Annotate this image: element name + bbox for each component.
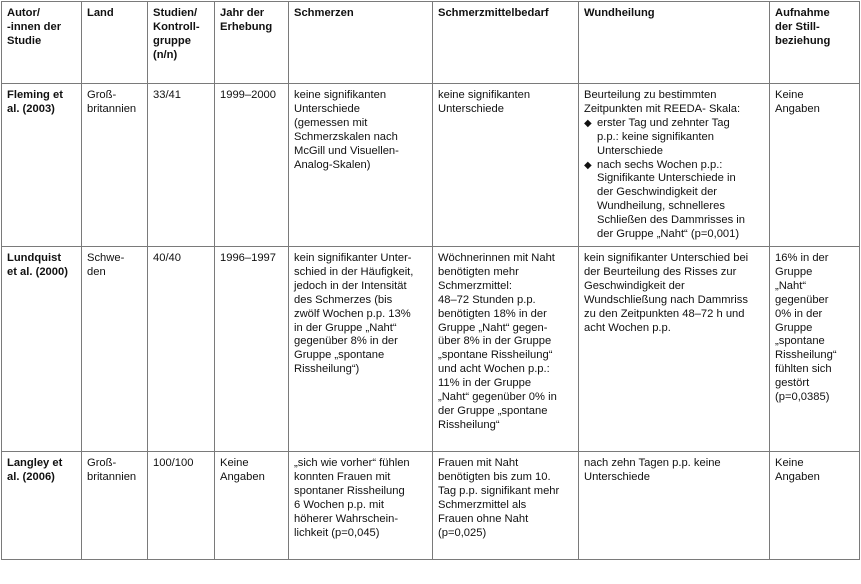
study-comparison-table [1, 1, 860, 560]
table-row [2, 451, 860, 559]
cell-breastfeeding: Keine Angaben [770, 84, 860, 247]
header-breastfeeding: Aufnahme der Still- beziehung [770, 2, 860, 84]
cell-breastfeeding: 16% in der Gruppe „Naht“ gegenüber 0% in der Gruppe „spontane Rissheilung“ fühlten sich gestört (p=0,0385) [770, 246, 860, 451]
cell-wound-healing: nach zehn Tagen p.p. keine Unterschiede [579, 451, 770, 559]
cell-author: Langley et al. (2006) [2, 451, 82, 559]
list-item [584, 117, 765, 159]
bullet-text: nach sechs Wochen p.p.: Signifikante Unterschiede in der Geschwindigkeit der Wundheilung, schnelleres Schließen des Dammrisses in der Gruppe „Naht“ (p=0,001) [597, 158, 745, 241]
cell-year: Keine Angaben [215, 451, 289, 559]
cell-country: Schwe- den [82, 246, 148, 451]
table-row [2, 84, 860, 247]
cell-groups: 100/100 [148, 451, 215, 559]
cell-country: Groß- britannien [82, 84, 148, 247]
header-row [2, 2, 860, 84]
wound-bullet-list [584, 117, 765, 242]
diamond-bullet-icon: ◆ [584, 117, 592, 129]
cell-wound-healing: kein signifikanter Unterschied bei der Beurteilung des Risses zur Geschwindigkeit der Wundschließung nach Dammriss zu den Zeitpunkten 48–72 h und acht Wochen p.p. [579, 246, 770, 451]
header-author: Autor/ -innen der Studie [2, 2, 82, 84]
cell-country: Groß- britannien [82, 451, 148, 559]
header-wound-healing: Wundheilung [579, 2, 770, 84]
cell-year: 1999–2000 [215, 84, 289, 247]
cell-groups: 40/40 [148, 246, 215, 451]
cell-wound-healing [579, 84, 770, 247]
header-country: Land [82, 2, 148, 84]
cell-author: Lundquist et al. (2000) [2, 246, 82, 451]
header-analgesics: Schmerzmittelbedarf [433, 2, 579, 84]
diamond-bullet-icon: ◆ [584, 159, 592, 171]
cell-groups: 33/41 [148, 84, 215, 247]
header-groups: Studien/ Kontroll- gruppe (n/n) [148, 2, 215, 84]
list-item [584, 159, 765, 242]
bullet-text: erster Tag und zehnter Tag p.p.: keine signifikanten Unterschiede [597, 116, 730, 157]
header-year: Jahr der Erhebung [215, 2, 289, 84]
cell-analgesics: keine signifikanten Unterschiede [433, 84, 579, 247]
header-pain: Schmerzen [289, 2, 433, 84]
cell-analgesics: Wöchnerinnen mit Naht benötigten mehr Schmerzmittel: 48–72 Stunden p.p. benötigten 18% in der Gruppe „Naht“ gegen- über 8% in der Gruppe „spontane Rissheilung“ und acht Wochen p.p.: 11% in der Gruppe „Naht“ gegenüber 0% in der Gruppe „spontane Rissheilung“ [433, 246, 579, 451]
cell-pain: keine signifikanten Unterschiede (gemessen mit Schmerzskalen nach McGill und Visuellen- Analog-Skalen) [289, 84, 433, 247]
cell-analgesics: Frauen mit Naht benötigten bis zum 10. Tag p.p. signifikant mehr Schmerzmittel als Frauen ohne Naht (p=0,025) [433, 451, 579, 559]
cell-pain: kein signifikanter Unter- schied in der Häufigkeit, jedoch in der Intensität des Schmerzes (bis zwölf Wochen p.p. 13% in der Gruppe „Naht“ gegenüber 8% in der Gruppe „spontane Rissheilung“) [289, 246, 433, 451]
cell-pain: „sich wie vorher“ fühlen konnten Frauen mit spontaner Rissheilung 6 Wochen p.p. mit höherer Wahrschein- lichkeit (p=0,045) [289, 451, 433, 559]
cell-author: Fleming et al. (2003) [2, 84, 82, 247]
wound-intro: Beurteilung zu bestimmten Zeitpunkten mit REEDA- Skala: [584, 89, 741, 115]
table-row [2, 246, 860, 451]
cell-year: 1996–1997 [215, 246, 289, 451]
cell-breastfeeding: Keine Angaben [770, 451, 860, 559]
